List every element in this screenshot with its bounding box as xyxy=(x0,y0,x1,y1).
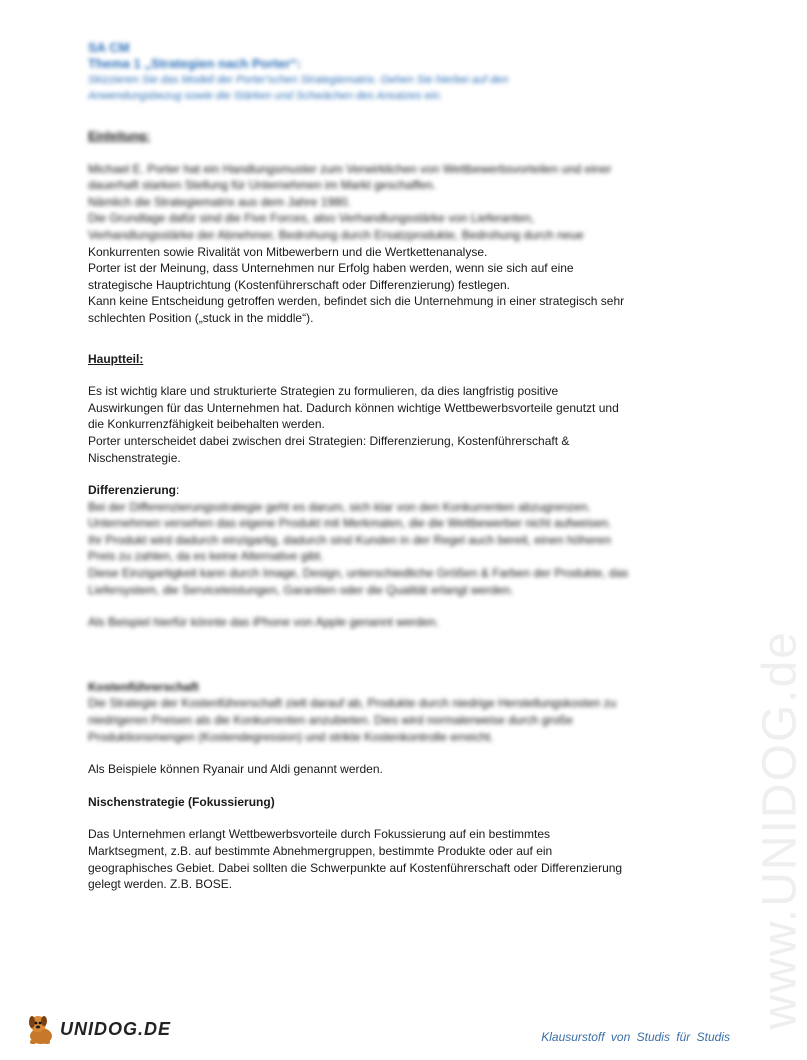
kostenfuehrerschaft-blurred-block xyxy=(88,679,668,745)
einleitung-blurred-line: Verhandlungsstärke der Abnehmer, Bedrohung durch Ersatzprodukte, Bedrohung durch neue xyxy=(88,227,584,242)
nischenstrategie-line: Marktsegment, z.B. auf bestimmte Abnehmergruppen, bestimmte Produkte oder auf ein xyxy=(88,844,553,858)
hauptteil-line: Porter unterscheidet dabei zwischen drei Strategien: Differenzierung, Kostenführerschaft & xyxy=(88,433,570,448)
differenzierung-heading: Differenzierung xyxy=(88,483,177,498)
differenzierung-blurred-line: Diese Einzigartigkeit kann durch Image, Design, unterschiedliche Größen & Farben der Produkte, das xyxy=(88,566,629,581)
watermark-text: www.UNIDOG.de xyxy=(753,630,806,1030)
nischenstrategie-text xyxy=(88,826,668,892)
differenzierung-blurred-line: Liefersystem, die Serviceleistungen, Garantien oder die Qualität erlangt werden. xyxy=(88,582,514,597)
nischenstrategie-line: Das Unternehmen erlangt Wettbewerbsvorteile durch Fokussierung auf ein bestimmtes xyxy=(88,827,550,842)
topic-title: Thema 1 „Strategien nach Porter“: xyxy=(88,56,302,71)
einleitung-line: Konkurrenten sowie Rivalität von Mitbewerbern und die Wertkettenanalyse. xyxy=(88,244,488,259)
dog-mascot-icon xyxy=(24,1012,56,1046)
hauptteil-heading: Hauptteil: xyxy=(88,351,144,366)
hauptteil-line: Es ist wichtig klare und strukturierte Strategien zu formulieren, da dies langfristig positive xyxy=(88,384,559,399)
hauptteil-line: Nischenstrategie. xyxy=(88,450,181,465)
nischenstrategie-heading: Nischenstrategie (Fokussierung) xyxy=(88,794,275,809)
einleitung-blurred-block xyxy=(88,161,668,244)
nischenstrategie-line: geographisches Gebiet. Dabei sollten die Schwerpunkte auf Kostenführerschaft oder Differenzierung xyxy=(88,860,623,875)
einleitung-text xyxy=(88,244,668,327)
nischenstrategie-line: gelegt werden. Z.B. BOSE. xyxy=(88,877,233,892)
task-line-2: Anwendungsbezug sowie die Stärken und Schwächen des Ansatzes ein. xyxy=(88,90,443,102)
unidog-logo[interactable] xyxy=(24,1012,171,1046)
kostenfuehrerschaft-blurred-line: Die Strategie der Kostenführerschaft zielt darauf ab, Produkte durch niedrige Herstellungskosten zu xyxy=(88,696,617,711)
hauptteil-text xyxy=(88,383,668,466)
kostenfuehrerschaft-blurred-line: Produktionsmengen (Kostendegression) und strikte Kostenkontrolle erreicht. xyxy=(88,729,494,744)
differenzierung-blurred-line: Preis zu zahlen, da es keine Alternative gibt. xyxy=(88,549,324,564)
differenzierung-heading-row xyxy=(88,482,668,499)
kostenfuehrerschaft-heading: Kostenführerschaft xyxy=(88,679,199,694)
einleitung-line: strategische Hauptrichtung (Kostenführerschaft oder Differenzierung) festlegen. xyxy=(88,277,511,292)
differenzierung-blurred-block xyxy=(88,499,668,631)
footer-tagline: Klausurstoff von Studis für Studis xyxy=(541,1030,730,1044)
kostenfuehrerschaft-example: Als Beispiele können Ryanair und Aldi genannt werden. xyxy=(88,762,383,777)
kostenfuehrerschaft-blurred-line: niedrigeren Preisen als die Konkurrenten anzubieten. Dies wird normalerweise durch große xyxy=(88,713,573,728)
einleitung-blurred-line: Die Grundlage dafür sind die Five Forces, also Verhandlungsstärke von Lieferanten, xyxy=(88,211,535,226)
einleitung-line: Porter ist der Meinung, dass Unternehmen nur Erfolg haben werden, wenn sie sich auf eine xyxy=(88,261,574,276)
einleitung-heading: Einleitung: xyxy=(88,129,150,143)
hauptteil-line: Auswirkungen für das Unternehmen hat. Dadurch können wichtige Wettbewerbsvorteile genutzt und xyxy=(88,400,619,415)
einleitung-line: Kann keine Entscheidung getroffen werden, befindet sich die Unternehmung in einer strategisch sehr xyxy=(88,294,625,309)
einleitung-blurred-line: dauerhaft starken Stellung für Unternehmen im Markt geschaffen. xyxy=(88,178,436,193)
differenzierung-colon: : xyxy=(176,483,180,498)
unidog-brand-text: UNIDOG.DE xyxy=(60,1018,172,1039)
document-header xyxy=(88,40,668,104)
differenzierung-blurred-line: Unternehmen versehen das eigene Produkt mit Merkmalen, die die Wettbewerber nicht aufweisen. xyxy=(88,516,612,531)
hauptteil-line: die Konkurrenzfähigkeit beibehalten werden. xyxy=(88,417,325,432)
course-title: SA CM xyxy=(88,40,130,55)
einleitung-line: schlechten Position („stuck in the middle“). xyxy=(88,310,314,325)
document-page xyxy=(88,40,668,893)
task-line-1: Skizzieren Sie das Modell der Porter'schen Strategiematrix. Gehen Sie hierbei auf den xyxy=(88,74,509,86)
einleitung-blurred-line: Michael E. Porter hat ein Handlungsmuster zum Verwirklichen von Wettbewerbsvorteilen und einer xyxy=(88,161,612,176)
differenzierung-blurred-example: Als Beispiel hierfür könnte das iPhone von Apple genannt werden. xyxy=(88,615,439,630)
differenzierung-blurred-line: Bei der Differenzierungsstrategie geht es darum, sich klar von den Konkurrenten abzugrenzen. xyxy=(88,499,591,514)
einleitung-blurred-line: Nämlich die Strategiematrix aus dem Jahre 1980. xyxy=(88,194,351,209)
differenzierung-blurred-line: Ihr Produkt wird dadurch einzigartig, dadurch sind Kunden in der Regel auch bereit, einen höheren xyxy=(88,532,611,547)
